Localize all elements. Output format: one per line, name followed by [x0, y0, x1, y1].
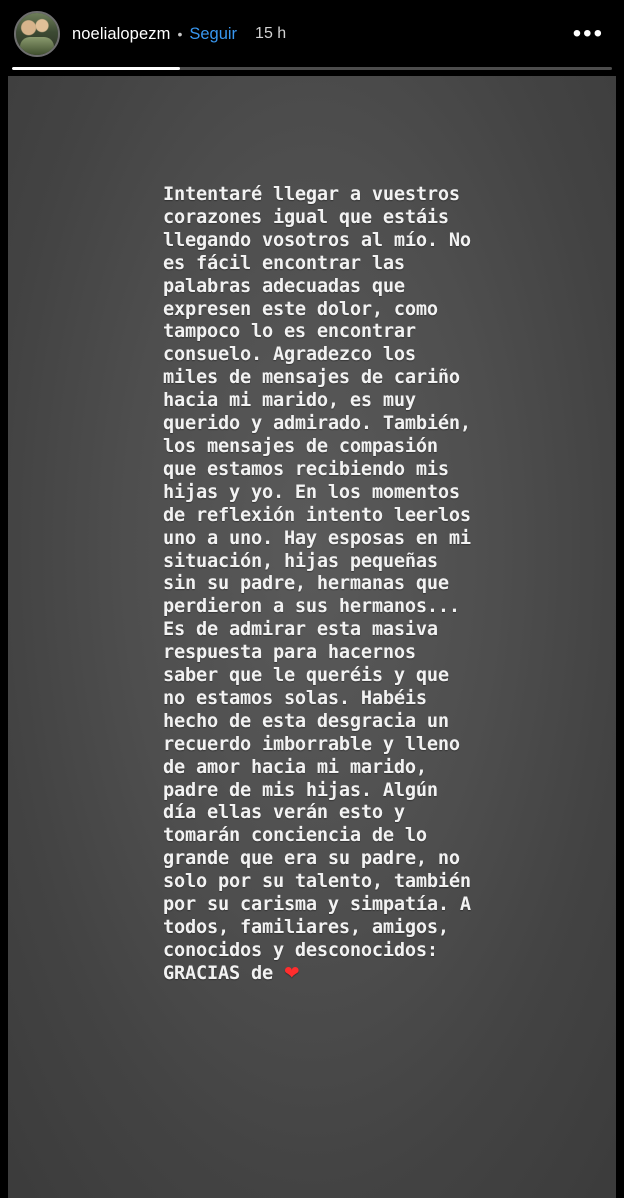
right-letterbox: [616, 76, 624, 1198]
story-content-area[interactable]: [0, 76, 624, 1198]
story-progress-bar[interactable]: [12, 67, 612, 70]
follow-button[interactable]: Seguir: [189, 24, 238, 43]
more-options-icon[interactable]: •••: [572, 20, 604, 47]
avatar[interactable]: [14, 11, 60, 57]
story-text: Intentaré llegar a vuestros corazones igual que estáis llegando vosotros al mío. No es fácil encontrar las palabras adecuadas que expresen este dolor, como tampoco lo es encontrar consuelo. Agradezco los miles de mensajes de cariño hacia mi marido, es muy querido y admirado. También, los mensajes de compasión que estamos recibiendo mis hijas y yo. En los momentos de reflexión intento leerlos uno a uno. Hay esposas en mi situación, hijas pequeñas sin su padre, hermanas que perdieron a sus hermanos... Es de admirar esta masiva respuesta para hacernos saber que le queréis y que no estamos solas. Habéis hecho de esta desgracia un recuerdo imborrable y lleno de amor hacia mi marido, padre de mis hijas. Algún día ellas verán esto y tomarán conciencia de lo grande que era su padre, no solo por su talento, también por su carisma y simpatía. A todos, familiares, amigos, conocidos y desconocidos: GRACIAS de: [163, 184, 482, 984]
avatar-image: [16, 13, 58, 55]
timestamp-label: 15 h: [255, 25, 287, 42]
story-header: [0, 0, 624, 76]
left-letterbox: [0, 76, 8, 1198]
separator-dot: •: [177, 26, 183, 42]
story-text-block: [163, 184, 482, 986]
story-progress-fill: [12, 67, 180, 70]
username-label[interactable]: noelialopezm: [72, 24, 171, 43]
heart-icon: ❤: [283, 962, 300, 984]
